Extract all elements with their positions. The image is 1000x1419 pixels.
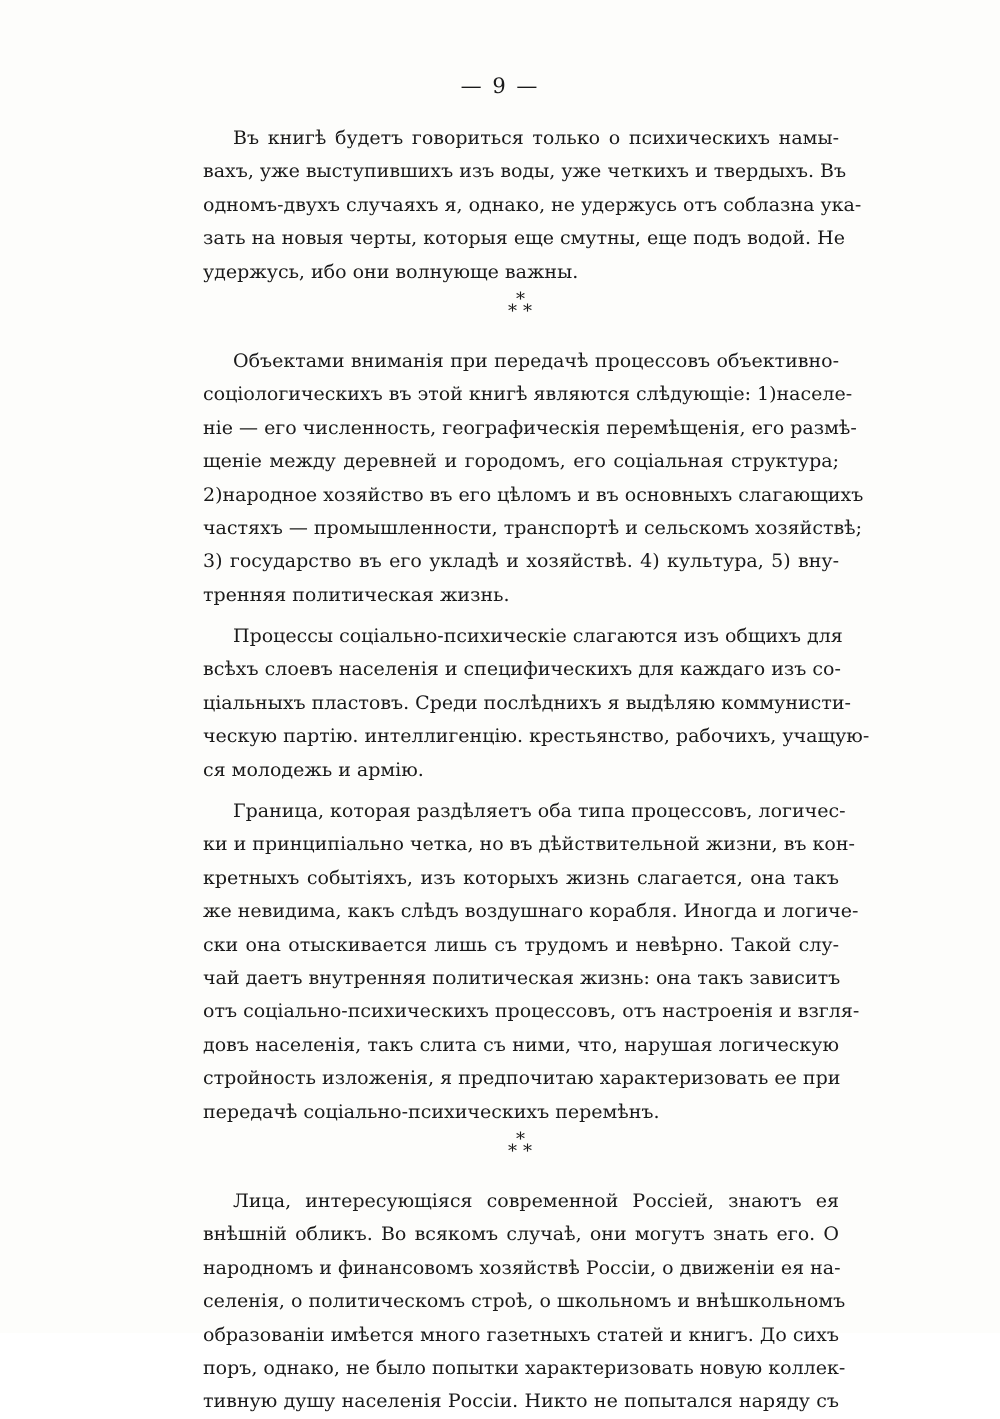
text-line: ски она отыскивается лишь съ трудомъ и невѣрно. Такой слу- [203,933,839,956]
text-line: частяхъ — промышленности, транспортѣ и сельскомъ хозяйствѣ; [203,516,863,539]
text-line: Лица, интересующіяся современной Россіей, знаютъ ея [233,1189,839,1212]
text-line: образованіи имѣется много газетныхъ статей и книгъ. До сихъ [203,1323,839,1346]
text-line: чай даетъ внутренняя политическая жизнь: она такъ зависитъ [203,966,841,989]
text-line: всѣхъ слоевъ населенія и специфическихъ для каждаго изъ со- [203,658,841,681]
asterism-icon: * * * [508,1128,532,1162]
text-line: же невидима, какъ слѣдъ воздушнаго корабля. Иногда и логиче- [203,900,859,923]
text-line: вахъ, уже выступившихъ изъ воды, уже четкихъ и твердыхъ. Въ [203,160,847,183]
text-line: довъ населенія, такъ слита съ ними, что, нарушая логическую [203,1033,839,1056]
text-line: поръ, однако, не было попытки характеризовать новую коллек- [203,1356,846,1379]
paragraph [203,122,862,289]
text-line: зать на новыя черты, которыя еще смутны, еще подъ водой. Не [203,227,845,250]
text-line: ціальныхъ пластовъ. Среди послѣднихъ я выдѣляю коммунисти- [203,691,851,714]
text-line: тивную душу населенія Россіи. Никто не попытался наряду съ [203,1390,839,1413]
text-line: ки и принципіально четка, но въ дѣйствительной жизни, въ кон- [203,833,855,856]
asterism-icon: * * * [508,288,532,322]
text-line: внѣшній обликъ. Во всякомъ случаѣ, они могутъ знать его. О [203,1223,839,1246]
text-line: ческую партію. интеллигенцію. крестьянство, рабочихъ, учащую- [203,725,870,748]
paragraph [203,795,860,1129]
paragraph [203,345,864,612]
text-line: стройность изложенія, я предпочитаю характеризовать ее при [203,1067,841,1090]
text-line: ніе — его численность, географическія перемѣщенія, его размѣ- [203,416,857,439]
text-line: ся молодежь и армію. [203,758,424,781]
paragraph [203,620,870,787]
section-separator [203,289,839,345]
text-line: народномъ и финансовомъ хозяйствѣ Россіи, о движеніи ея на- [203,1256,841,1279]
section-separator [203,1129,839,1185]
text-line: щеніе между деревней и городомъ, его соціальная структура; [203,450,839,473]
text-line: Въ книгѣ будетъ говориться только о психическихъ намы- [233,127,839,149]
text-line: соціологическихъ въ этой книгѣ являются слѣдующіе: 1)населе- [203,383,853,406]
text-line: Граница, которая раздѣляетъ оба типа процессовъ, логичес- [233,800,846,823]
text-line: передачѣ соціально-психическихъ перемѣнъ. [203,1100,660,1123]
page-number: — 9 — [460,74,540,98]
text-line: Объектами вниманія при передачѣ процессовъ объективно- [233,349,839,372]
text-line: кретныхъ событіяхъ, изъ которыхъ жизнь слагается, она такъ [203,866,839,889]
text-line: Процессы соціально-психическіе слагаются изъ общихъ для [233,625,843,648]
text-line: одномъ-двухъ случаяхъ я, однако, не удержусь отъ соблазна ука- [203,193,862,216]
text-line: тренняя политическая жизнь. [203,583,510,606]
paragraph [203,1185,846,1419]
text-line: отъ соціально-психическихъ процессовъ, отъ настроенія и взгля- [203,1000,860,1023]
text-line: селенія, о политическомъ строѣ, о школьномъ и внѣшкольномъ [203,1290,846,1313]
text-line: 2)народное хозяйство въ его цѣломъ и въ основныхъ слагающихъ [203,483,864,506]
page-body [203,122,870,1419]
text-line: 3) государство въ его укладѣ и хозяйствѣ. 4) культура, 5) вну- [203,550,839,573]
text-line: удержусь, ибо они волнующе важны. [203,260,579,283]
